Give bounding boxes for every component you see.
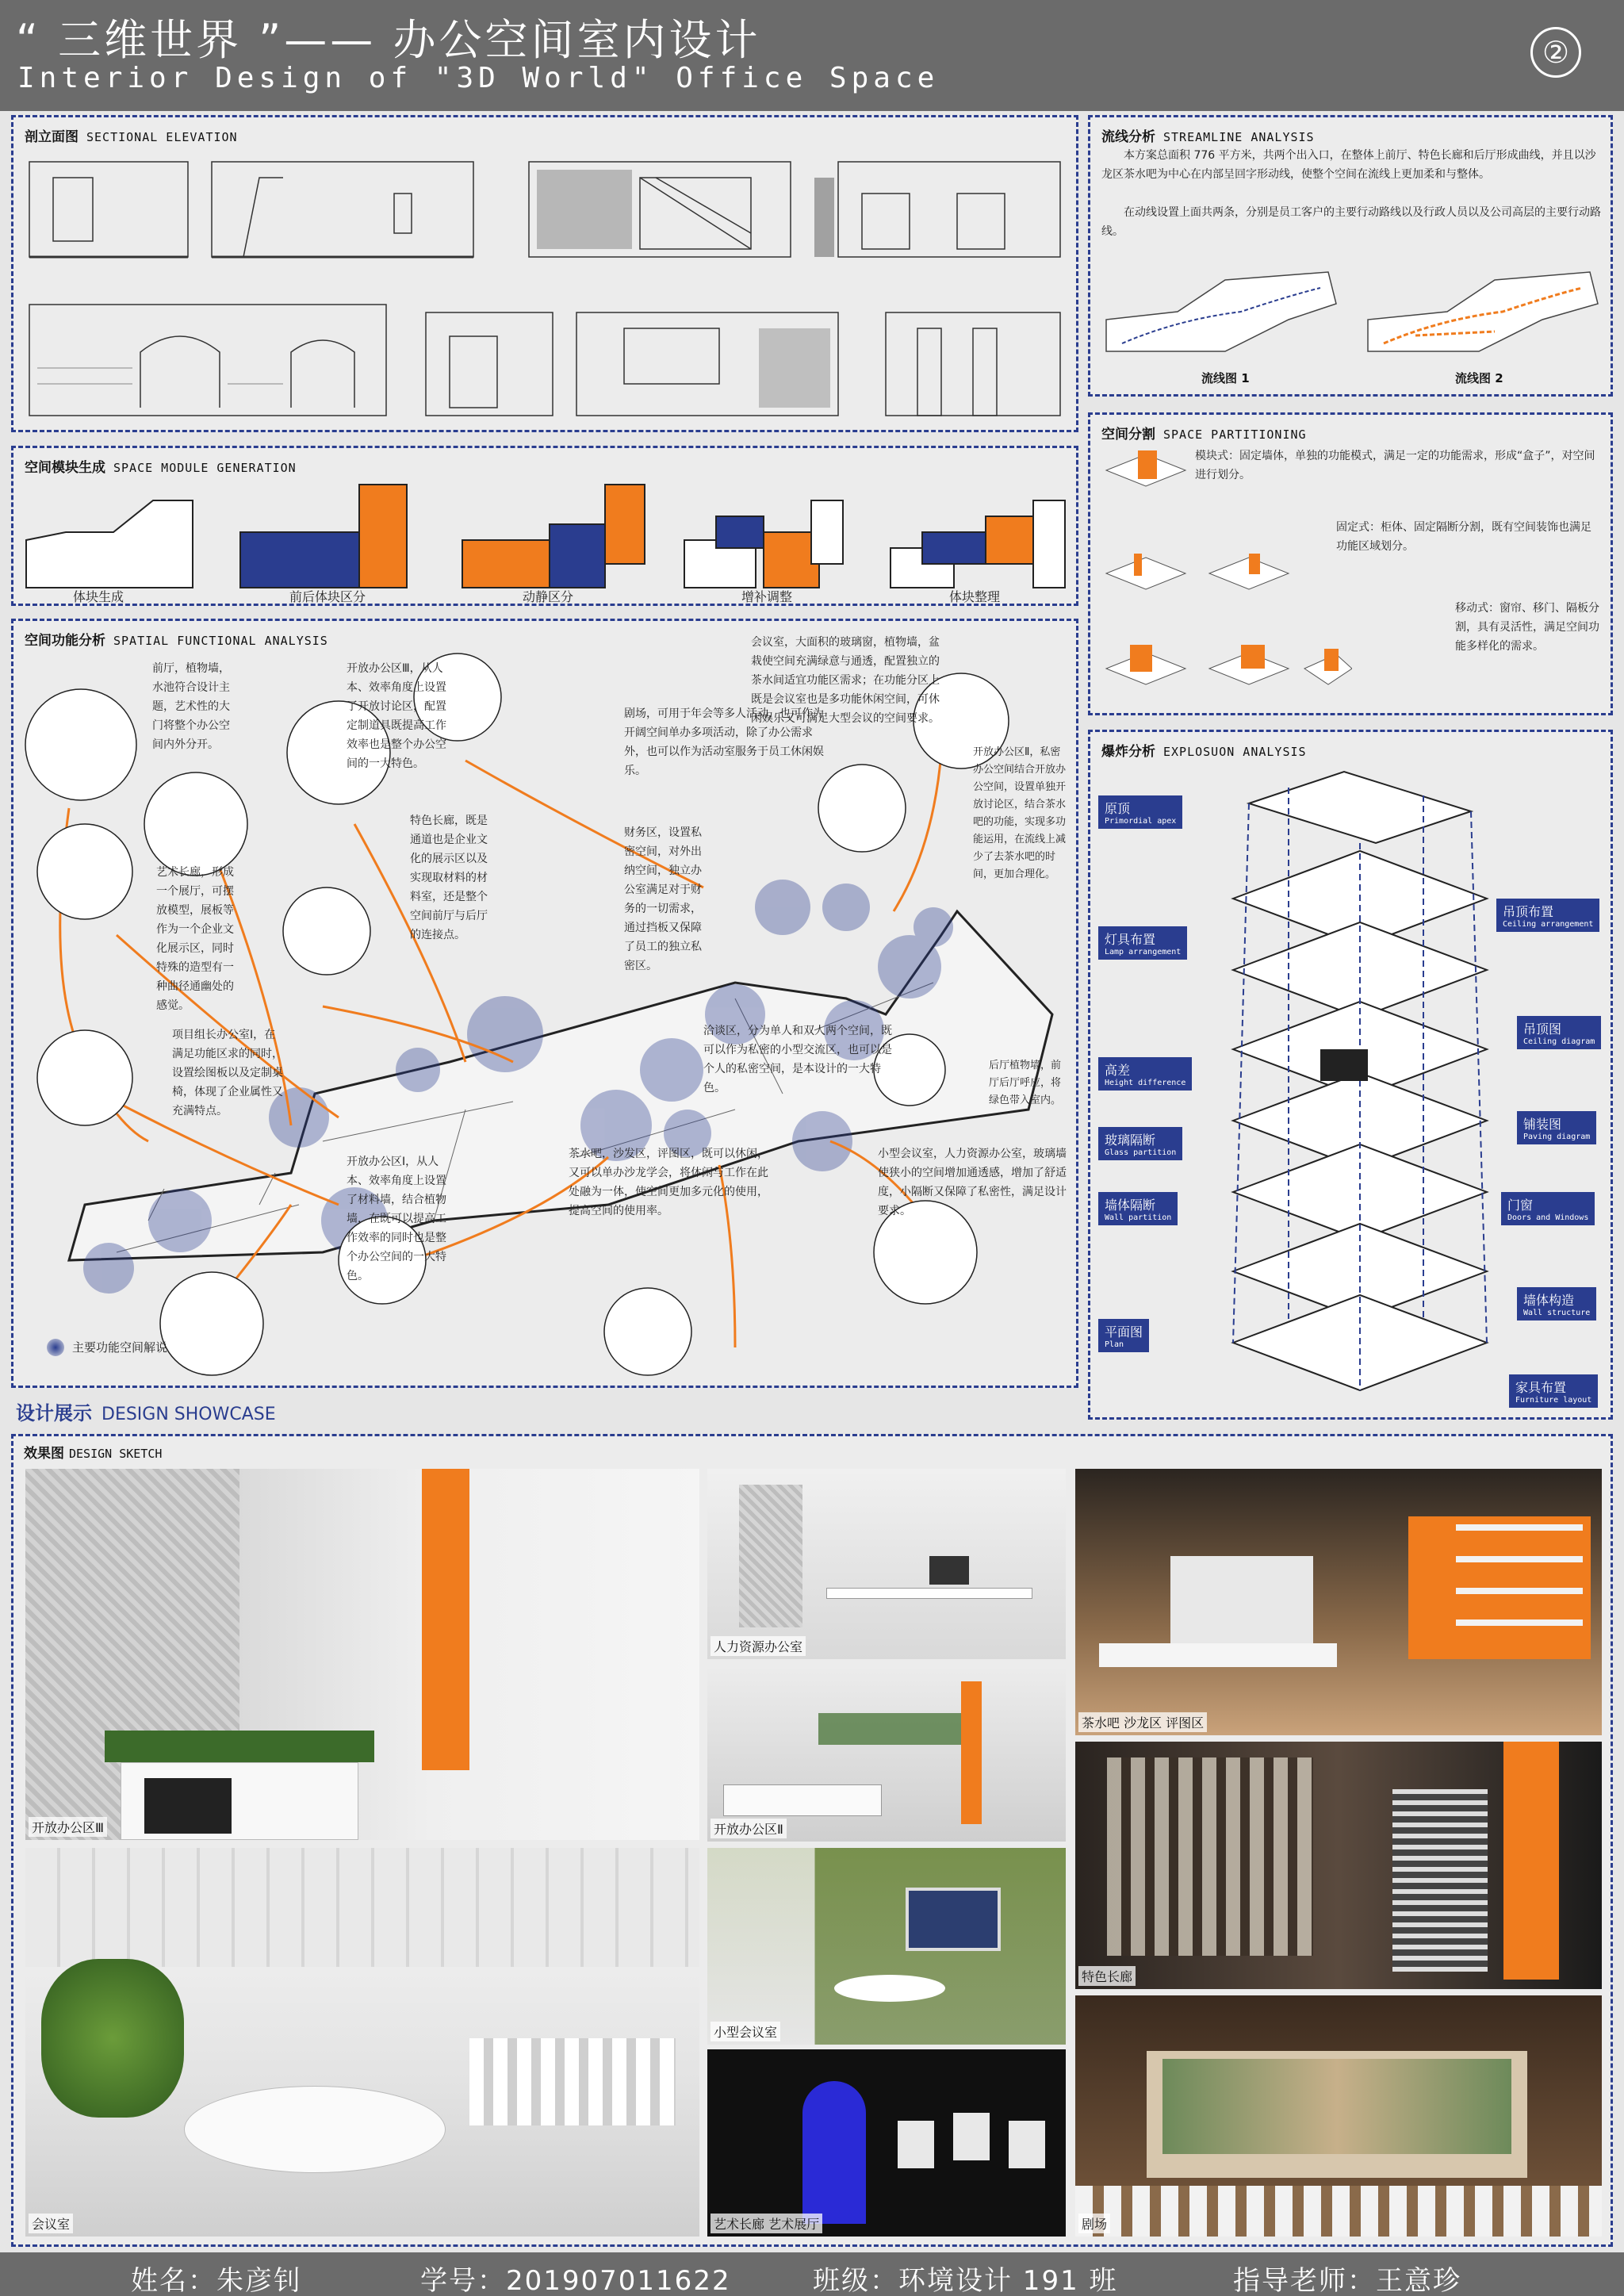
func-note-foyer: 前厅，植物墙，水池符合设计主题，艺术性的大门将整个办公空间内外分开。	[152, 662, 230, 751]
func-note-project-office: 项目组长办公室Ⅰ，在满足功能区求的同时，设置绘图板以及定制桌椅，体现了企业属性又充满特点。	[172, 1029, 283, 1117]
render-feature-corridor	[1075, 1742, 1602, 1989]
explosion-panel	[1088, 730, 1613, 1420]
showcase-title: 设计展示 DESIGN SHOWCASE	[16, 1402, 276, 1424]
explosion-label-plan: 平面图 Plan	[1098, 1319, 1149, 1352]
module-step-2: 前后体块区分	[289, 589, 366, 604]
render-caption: 小型会议室	[710, 2022, 780, 2041]
module-title: 空间模块生成 SPACE MODULE GENERATION	[25, 460, 297, 476]
footer-advisor: 指导老师：王意珍	[1233, 2265, 1461, 2296]
render-caption: 开放办公区Ⅱ	[710, 1819, 787, 1838]
render-caption: 剧场	[1078, 2214, 1110, 2233]
explosion-title: 爆炸分析 EXPLOSUON ANALYSIS	[1101, 744, 1307, 760]
func-note-small-meeting: 小型会议室，人力资源办公室，玻璃墙使狭小的空间增加通透感，增加了舒适度，小隔断又保障了私密性，满足设计要求。	[878, 1148, 1067, 1217]
footer-name: 姓名：朱彦钊	[131, 2265, 302, 2296]
streamline-plan1-caption: 流线图 1	[1201, 371, 1250, 385]
elevation-drawings	[21, 146, 1068, 431]
partition-diagrams	[1098, 447, 1352, 708]
streamline-paragraph-2: 在动线设置上面共两条，分别是员工客户的主要行动路线以及行政人员以及公司高层的主要行动路线。	[1101, 206, 1601, 238]
partition-fixed-text: 固定式：柜体、固定隔断分割，既有空间装饰也满足功能区域划分。	[1336, 521, 1591, 553]
func-note-theater: 剧场，可用于年会等多人活动，也可作为开阔空间单办多项活动，除了办公需求外，也可以作为活动室服务于员工休闲娱乐。	[624, 707, 824, 777]
explosion-label-doors-windows: 门窗 Doors and Windows	[1501, 1192, 1595, 1225]
explosion-label-wall-partition: 墙体隔断 Wall partition	[1098, 1192, 1178, 1225]
partition-mobile-text: 移动式：窗帘、移门、隔板分割，具有灵活性，满足空间功能多样化的需求。	[1455, 602, 1599, 653]
func-note-back-hall: 后厅植物墙，前厅后厅呼应，将绿色带入室内。	[989, 1060, 1062, 1106]
func-note-negotiation: 洽谈区，分为单人和双人两个空间，既可以作为私密的小型交流区，也可以是个人的私密空间，是本设计的一大特色。	[703, 1025, 892, 1094]
render-caption: 特色长廊	[1078, 1966, 1136, 1986]
functional-title: 空间功能分析 SPATIAL FUNCTIONAL ANALYSIS	[25, 633, 328, 649]
streamline-panel	[1088, 115, 1613, 397]
func-note-open-office-2: 开放办公区Ⅱ，私密办公空间结合开放办公空间，设置单独开放讨论区，结合茶水吧的功能，实现多功能运用，在流线上减少了去茶水吧的时间，更加合理化。	[973, 746, 1067, 880]
title-cn: “ 三维世界 ”—— 办公空间室内设计	[16, 15, 761, 65]
func-note-open-office-1: 开放办公区Ⅰ，从人本、效率角度上设置了材料墙，结合植物墙，在既可以提高工作效率的同时也是整个办公空间的一大特色。	[347, 1156, 446, 1282]
module-step-3: 动静区分	[523, 589, 574, 604]
footer-student-id: 学号：201907011622	[420, 2265, 731, 2296]
render-tea-bar	[1075, 1469, 1602, 1735]
render-caption: 人力资源办公室	[710, 1636, 806, 1656]
render-caption: 开放办公区Ⅲ	[29, 1817, 107, 1837]
render-open-office-2	[707, 1665, 1066, 1842]
legend-dot	[47, 1339, 64, 1356]
title-en: Interior Design of "3D World" Office Space	[17, 62, 940, 94]
explosion-label-primordial-apex: 原顶 Primordial apex	[1098, 795, 1182, 829]
streamline-paragraph-1: 本方案总面积 776 平方米，共两个出入口，在整体上前厅、特色长廊和后厅形成曲线，并且以沙龙区茶水吧为中心在内部呈回字形动线，使整个空间在流线上更加柔和与整体。	[1101, 149, 1596, 181]
functional-legend: 主要功能空间解说	[72, 1340, 168, 1355]
footer-class: 班级：环境设计 191 班	[813, 2265, 1118, 2296]
module-step-5: 体块整理	[949, 589, 1001, 604]
streamline-title: 流线分析 STREAMLINE ANALYSIS	[1101, 129, 1315, 145]
func-note-open-office-3: 开放办公区Ⅲ，从人本、效率角度上设置了开放讨论区，配置定制道具既提高工作效率也是整个办公空间的一大特色。	[347, 662, 446, 770]
render-art-corridor	[707, 2049, 1066, 2237]
func-note-tea-bar: 茶水吧，沙发区，评图区，既可以休闲，又可以单办沙龙学会，将休闲与工作在此处融为一体，使空间更加多元化的使用，提高空间的使用率。	[569, 1148, 768, 1217]
partition-title: 空间分割 SPACE PARTITIONING	[1101, 427, 1307, 443]
render-caption: 艺术长廊 艺术展厅	[710, 2214, 822, 2233]
footer-bar	[0, 2252, 1624, 2296]
func-note-meeting-room: 会议室，大面积的玻璃窗，植物墙，盆栽使空间充满绿意与通透，配置独立的茶水间适宜功能区需求；在功能分区上既是会议室也是多功能休闲空间，可休闲娱乐又可满足大型会议的空间要求。	[751, 636, 940, 725]
explosion-label-paving: 铺装图 Paving diagram	[1517, 1111, 1596, 1144]
render-hr-office	[707, 1469, 1066, 1659]
module-diagrams	[18, 477, 1073, 596]
elevation-panel	[11, 115, 1078, 432]
explosion-label-ceiling-arrangement: 吊顶布置 Ceiling arrangement	[1496, 899, 1599, 932]
render-open-office-3	[25, 1469, 699, 1840]
partition-block-text: 模块式：固定墙体，单独的功能模式，满足一定的功能需求，形成“盒子”，对空间进行划分。	[1195, 450, 1595, 481]
header-bar	[0, 0, 1624, 111]
module-panel	[11, 446, 1078, 606]
render-caption: 会议室	[29, 2214, 73, 2233]
explosion-label-glass: 玻璃隔断 Glass partition	[1098, 1127, 1182, 1160]
explosion-label-furniture: 家具布置 Furniture layout	[1509, 1374, 1598, 1408]
func-note-feature-corridor: 特色长廊，既是通道也是企业文化的展示区以及实现取材料的材料室，还是整个空间前厅与后厅的连接点。	[410, 815, 488, 941]
explosion-label-wall-structure: 墙体构造 Wall structure	[1517, 1287, 1596, 1320]
func-note-art-corridor: 艺术长廊，形成一个展厅，可摆放模型，展板等作为一个企业文化展示区，同时特殊的造型有一种曲径通幽处的感觉。	[156, 866, 234, 1012]
elevation-title: 剖立面图 SECTIONAL ELEVATION	[25, 129, 238, 145]
explosion-label-height: 高差 Height difference	[1098, 1057, 1192, 1091]
module-step-4: 增补调整	[741, 589, 793, 604]
explosion-label-lamp: 灯具布置 Lamp arrangement	[1098, 926, 1187, 960]
sketch-title: 效果图 DESIGN SKETCH	[24, 1446, 163, 1462]
render-meeting-room	[25, 1848, 699, 2237]
func-note-finance: 财务区，设置私密空间，对外出纳空间，独立办公室满足对于财务的一切需求，通过挡板又保障了员工的独立私密区。	[624, 826, 702, 972]
render-caption: 茶水吧 沙龙区 评图区	[1078, 1712, 1207, 1732]
module-step-1: 体块生成	[73, 589, 124, 604]
render-theater	[1075, 1995, 1602, 2237]
sheet-number: ②	[1530, 27, 1581, 78]
functional-panel	[11, 619, 1078, 1388]
render-small-meeting	[707, 1848, 1066, 2045]
streamline-plans	[1098, 256, 1606, 359]
partition-panel	[1088, 412, 1613, 715]
explosion-label-ceiling-diagram: 吊顶图 Ceiling diagram	[1517, 1016, 1601, 1049]
streamline-plan2-caption: 流线图 2	[1455, 371, 1503, 385]
explosion-diagram	[1201, 764, 1519, 1398]
